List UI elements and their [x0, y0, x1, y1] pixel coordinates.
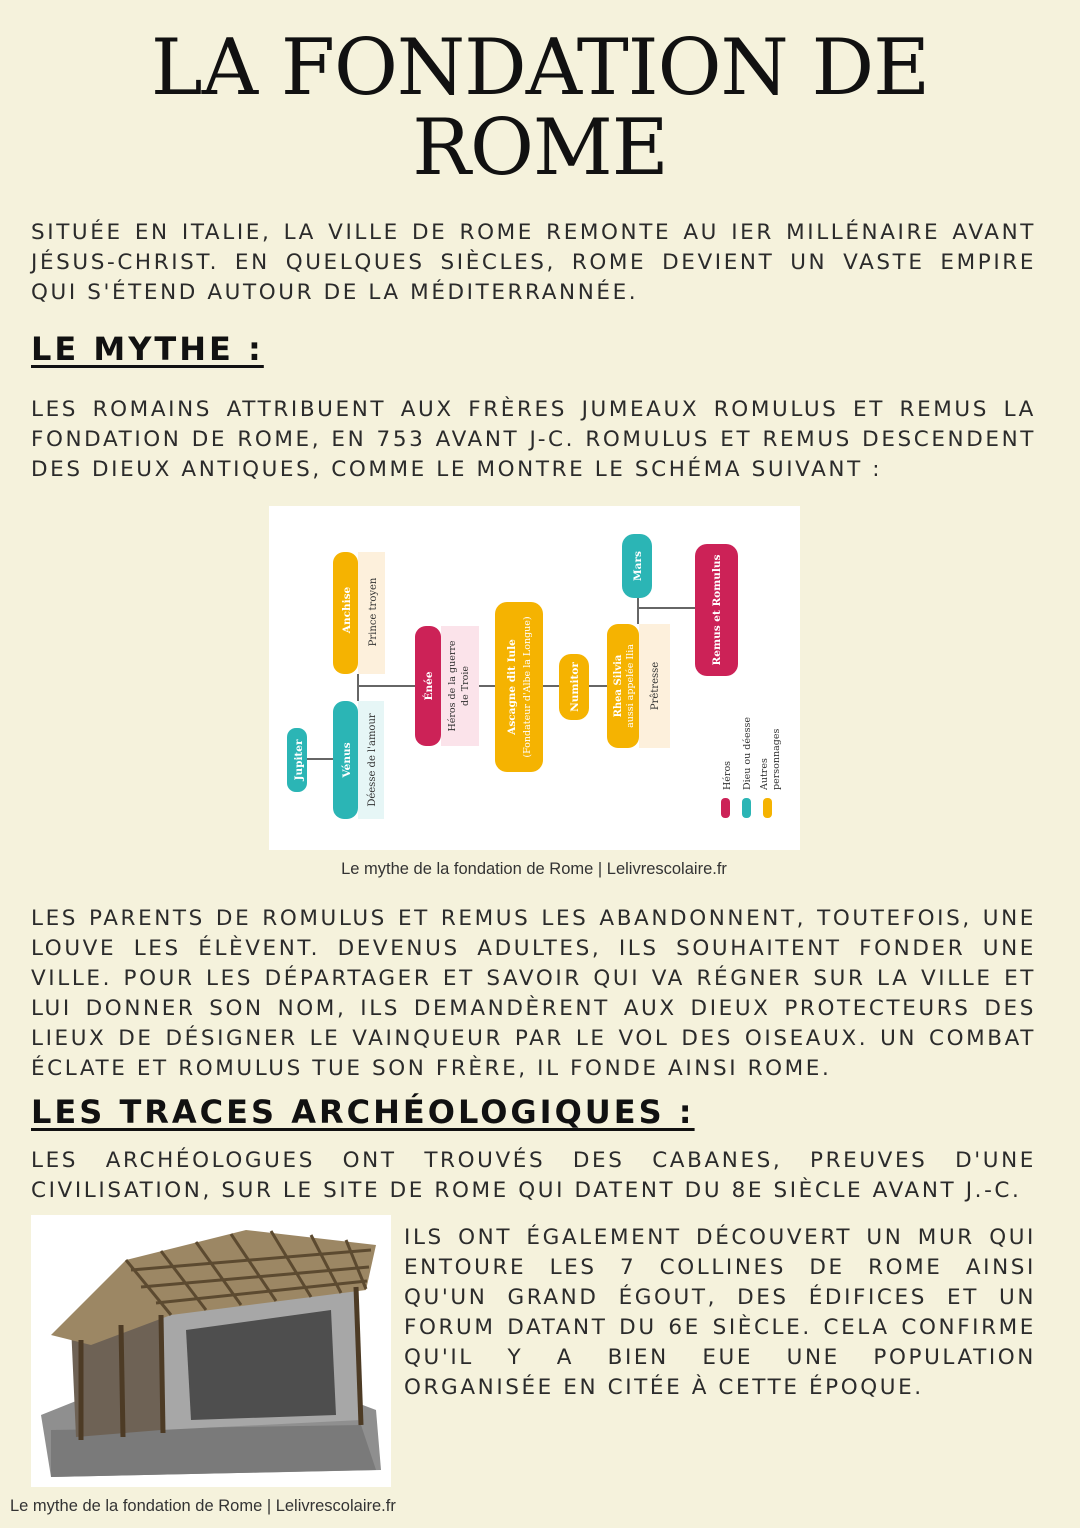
traces-heading: LES TRACES ARCHÉOLOGIQUES :	[31, 1093, 695, 1131]
traces-side-text: ILS ONT ÉGALEMENT DÉCOUVERT UN MUR QUI ENTOURE LES 7 COLLINES DE ROME AINSI QU'UN GRAND ÉGOUT, DES ÉDIFICES ET UN FORUM DATANT DU 6E SIÈCLE. CELA CONFIRME QU'IL Y A BIEN EUE UNE POPULATION ORGANISÉE EN CITÉE À CETTE ÉPOQUE.	[404, 1225, 1036, 1400]
diagram-caption: Le mythe de la fondation de Rome | Lelivrescolaire.fr	[341, 860, 727, 878]
legend-other-swatch	[763, 798, 772, 818]
ascagne-node	[495, 602, 543, 772]
rhea-desc: Prêtresse	[650, 661, 661, 711]
legend-hero-label: Héros	[722, 760, 733, 790]
enee-label: Énée	[423, 671, 435, 701]
genealogy-diagram	[269, 506, 800, 850]
legend-other-label-1: Autres	[759, 758, 770, 790]
enee-desc-2: de Troie	[460, 666, 471, 706]
enee-desc-1: Héros de la guerre	[447, 640, 458, 732]
venus-label: Vénus	[341, 742, 353, 778]
rhea-label-2: aussi appelée Ilia	[625, 644, 636, 728]
rhea-label-1: Rhea Silvia	[613, 654, 624, 718]
legend-god-swatch	[742, 798, 751, 818]
ascagne-label-2: (Fondateur d'Albe la Longue)	[522, 616, 533, 758]
mythe-heading: LE MYTHE :	[31, 330, 264, 368]
mythe-paragraph: LES ROMAINS ATTRIBUENT AUX FRÈRES JUMEAUX ROMULUS ET REMUS LA FONDATION DE ROME, EN 753 AVANT J-C. ROMULUS ET REMUS DESCENDENT DES DIEUX ANTIQUES, COMME LE MONTRE LE SCHÉMA SUIVANT :	[31, 397, 1036, 482]
title-line-2: ROME	[412, 103, 668, 193]
hut-image	[31, 1215, 391, 1487]
diagram-legend	[721, 717, 782, 818]
legend-hero-swatch	[721, 798, 730, 818]
anchise-label: Anchise	[341, 586, 353, 634]
legend-god-label: Dieu ou déesse	[742, 717, 753, 790]
remus-romulus-label: Remus et Romulus	[711, 554, 723, 666]
story-paragraph: LES PARENTS DE ROMULUS ET REMUS LES ABANDONNENT, TOUTEFOIS, UNE LOUVE LES ÉLÈVENT. DEVENUS ADULTES, ILS SOUHAITENT FONDER UNE VILLE. POUR LES DÉPARTAGER ET SAVOIR QUI VA RÉGNER SUR LA VILLE ET LUI DONNER SON NOM, ILS DEMANDÈRENT AUX DIEUX PROTECTEURS DES LIEUX DE DÉSIGNER LE VAINQUEUR PAR LE VOL DES OISEAUX. UN COMBAT ÉCLATE ET ROMULUS TUE SON FRÈRE, IL FONDE AINSI ROME.	[31, 906, 1036, 1081]
intro-paragraph: SITUÉE EN ITALIE, LA VILLE DE ROME REMONTE AU IER MILLÉNAIRE AVANT JÉSUS-CHRIST. EN QUELQUES SIÈCLES, ROME DEVIENT UN VASTE EMPIRE QUI S'ÉTEND AUTOUR DE LA MÉDITERRANNÉE.	[31, 220, 1036, 305]
page-title	[0, 23, 1080, 193]
ascagne-label-1: Ascagne dit Iule	[506, 639, 518, 735]
traces-paragraph: LES ARCHÉOLOGUES ONT TROUVÉS DES CABANES, PREUVES D'UNE CIVILISATION, SUR LE SITE DE ROME QUI DATENT DU 8E SIÈCLE AVANT J.-C.	[31, 1148, 1036, 1203]
hut-caption: Le mythe de la fondation de Rome | Lelivrescolaire.fr	[10, 1497, 396, 1515]
venus-desc: Déesse de l'amour	[367, 713, 378, 807]
anchise-desc: Prince troyen	[368, 577, 379, 647]
title-line-1: LA FONDATION DE	[150, 23, 930, 113]
jupiter-label: Jupiter	[293, 739, 305, 781]
legend-other-label-2: personnages	[771, 728, 782, 790]
mars-label: Mars	[632, 551, 644, 581]
numitor-label: Numitor	[569, 662, 581, 712]
